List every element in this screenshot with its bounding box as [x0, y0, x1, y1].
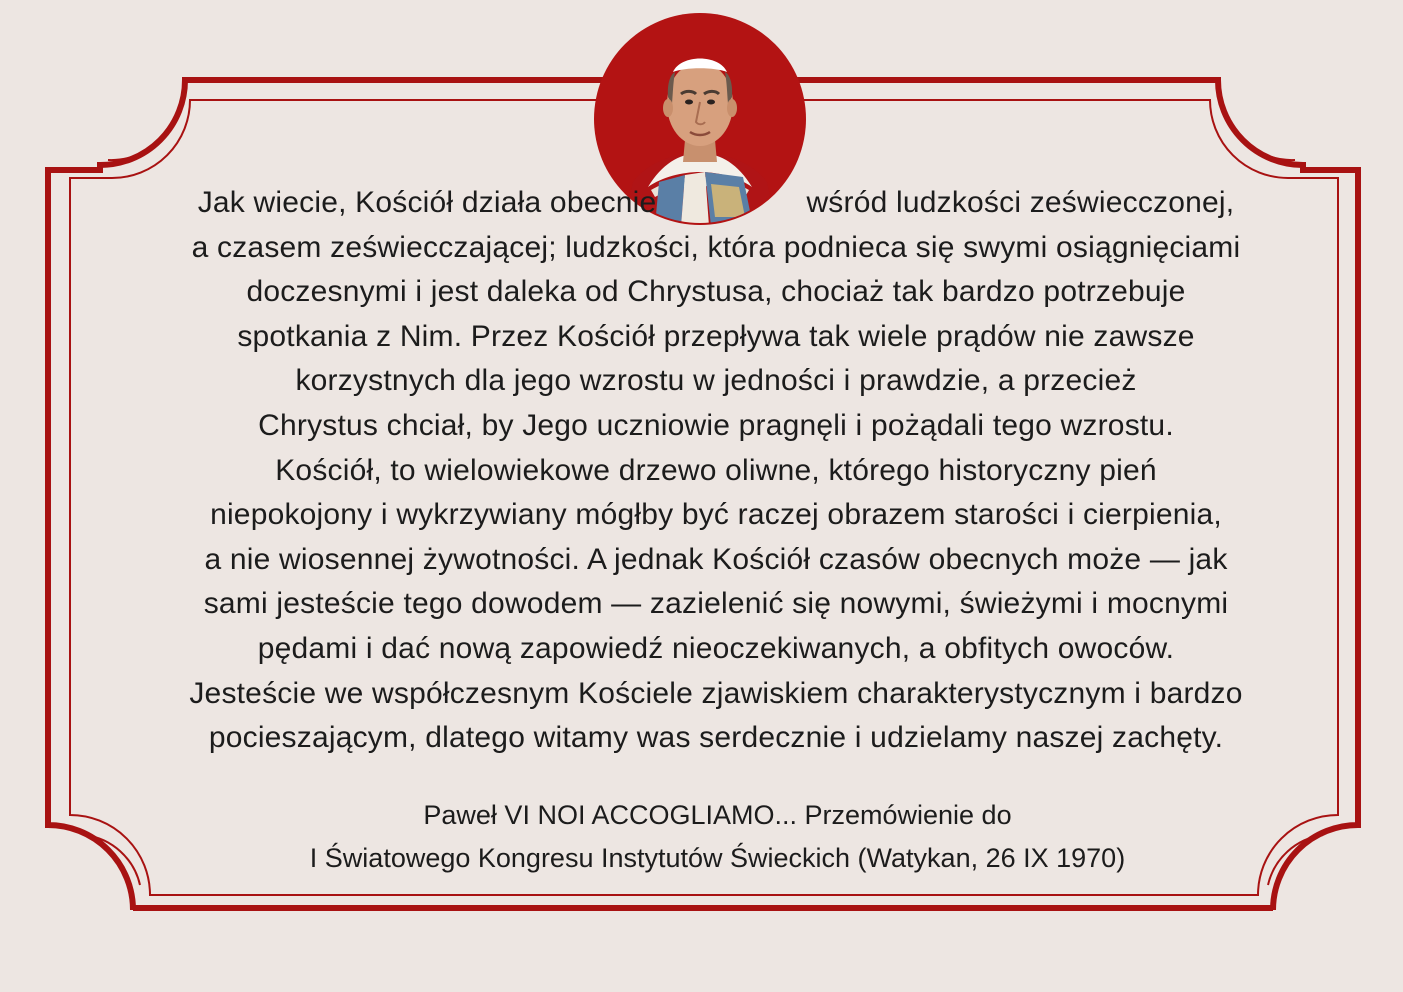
quote-line: a nie wiosennej żywotności. A jednak Kościół czasów obecnych może — jak — [204, 542, 1228, 576]
quote-line: doczesnymi i jest daleka od Chrystusa, chociaż tak bardzo potrzebuje — [246, 275, 1186, 309]
attribution-line-1: Paweł VI NOI ACCOGLIAMO... Przemówienie do — [423, 800, 1012, 830]
quote-line — [100, 181, 1332, 226]
quote-line: sami jesteście tego dowodem — zazielenić się nowymi, świeżymi i mocnymi — [203, 587, 1229, 621]
attribution-line-2: I Światowego Kongresu Instytutów Świeckich (Watykan, 26 IX 1970) — [309, 843, 1126, 873]
attribution — [150, 794, 1285, 880]
quote-line: pocieszającym, dlatego witamy was serdecznie i udzielamy naszej zachęty. — [208, 721, 1224, 755]
corner-ornament-bottom-left — [85, 835, 140, 885]
quote-line: Chrystus chciał, by Jego uczniowie pragnęli i pożądali tego wzrostu. — [258, 408, 1174, 442]
quote-line: pędami i dać nową zapowiedź nieoczekiwanych, a obfitych owoców. — [257, 631, 1175, 665]
quote-text — [100, 181, 1332, 761]
quote-line: a czasem zeświecczającej; ludzkości, która podnieca się swymi osiągnięciami — [191, 230, 1241, 264]
quote-line-after-portrait: wśród ludzkości zeświecczonej, — [806, 186, 1235, 219]
quote-line: Kościół, to wielowiekowe drzewo oliwne, którego historyczny pień — [275, 453, 1157, 487]
quote-line-before-portrait: Jak wiecie, Kościół działa obecnie — [197, 186, 657, 219]
quote-line: niepokojony i wykrzywiany mógłby być raczej obrazem starości i cierpienia, — [210, 498, 1222, 532]
quote-line: spotkania z Nim. Przez Kościół przepływa tak wiele prądów nie zawsze — [237, 319, 1195, 353]
quote-line: korzystnych dla jego wzrostu w jedności i prawdzie, a przecież — [295, 364, 1137, 398]
quote-line: Jesteście we współczesnym Kościele zjawiskiem charakterystycznym i bardzo — [189, 676, 1243, 710]
